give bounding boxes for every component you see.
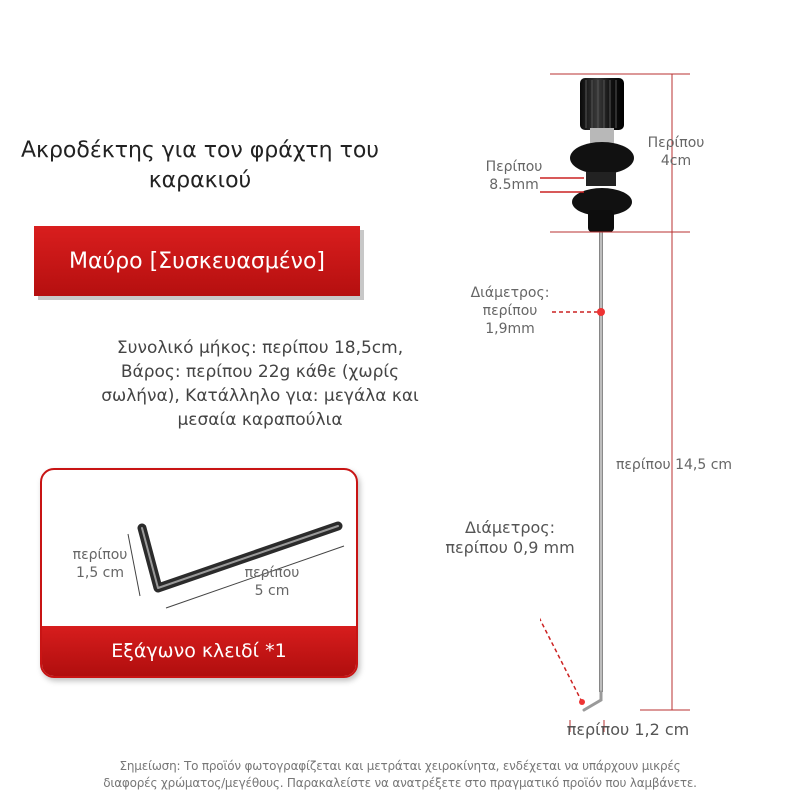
hex-key-short-label [68,546,132,582]
hex-key-long-l1: περίπου [244,565,300,581]
disclaimer-line: Σημείωση: Το προϊόν φωτογραφίζεται και μετράται χειροκίνητα, ενδέχεται να υπάρχουν μικρές [119,759,681,773]
head-height-l2: 4cm [660,153,692,169]
head-height-label [634,134,718,170]
rod-diameter-l1: Διάμετρος: [470,285,550,301]
hex-key-short-l1: περίπου [72,547,128,563]
product-specs [60,336,460,432]
tip-diameter-l1: Διάμετρος: [464,518,556,537]
clamp-width-l1: Περίπου [485,159,543,175]
hook-length-text: περίπου 1,2 cm [566,720,690,739]
variant-banner-label: Μαύρο [Συσκευασμένο] [68,248,326,274]
hex-key-panel [40,468,358,678]
tip-diameter-l2: περίπου 0,9 mm [445,538,575,557]
rod-length-label [612,456,736,474]
clamp-width-l2: 8.5mm [489,177,539,193]
rod-length-text: περίπου 14,5 cm [615,457,733,473]
rod-diameter-l2: περίπου [482,303,538,319]
hex-key-short-l2: 1,5 cm [75,565,125,581]
hook-length-label [548,720,708,740]
specs-line: μεσαία καραπούλια [177,410,343,430]
variant-banner [34,226,360,296]
head-height-l1: Περίπου [647,135,705,151]
tip-diameter-label [430,518,590,558]
hex-key-long-l2: 5 cm [254,583,290,599]
disclaimer-note [0,758,800,792]
specs-line: Συνολικό μήκος: περίπου 18,5cm, [116,338,404,358]
product-title-text: Ακροδέκτης για τον φράχτη του καρακιού [20,138,380,193]
hex-key-label [42,626,356,676]
hex-key-long-label [232,564,312,600]
hex-key-label-text: Εξάγωνο κλειδί *1 [111,640,287,662]
product-title [0,136,400,196]
specs-line: σωλήνα), Κατάλληλο για: μεγάλα και [101,386,419,406]
rod-diameter-l3: 1,9mm [485,321,535,337]
specs-line: Βάρος: περίπου 22g κάθε (χωρίς [120,362,400,382]
clamp-width-label [472,158,556,194]
disclaimer-line: διαφορές χρώματος/μεγέθους. Παρακαλείστε να ανατρέξετε στο πραγματικό προϊόν που λαμβάνετε. [103,776,697,790]
rod-diameter-label [462,284,558,338]
